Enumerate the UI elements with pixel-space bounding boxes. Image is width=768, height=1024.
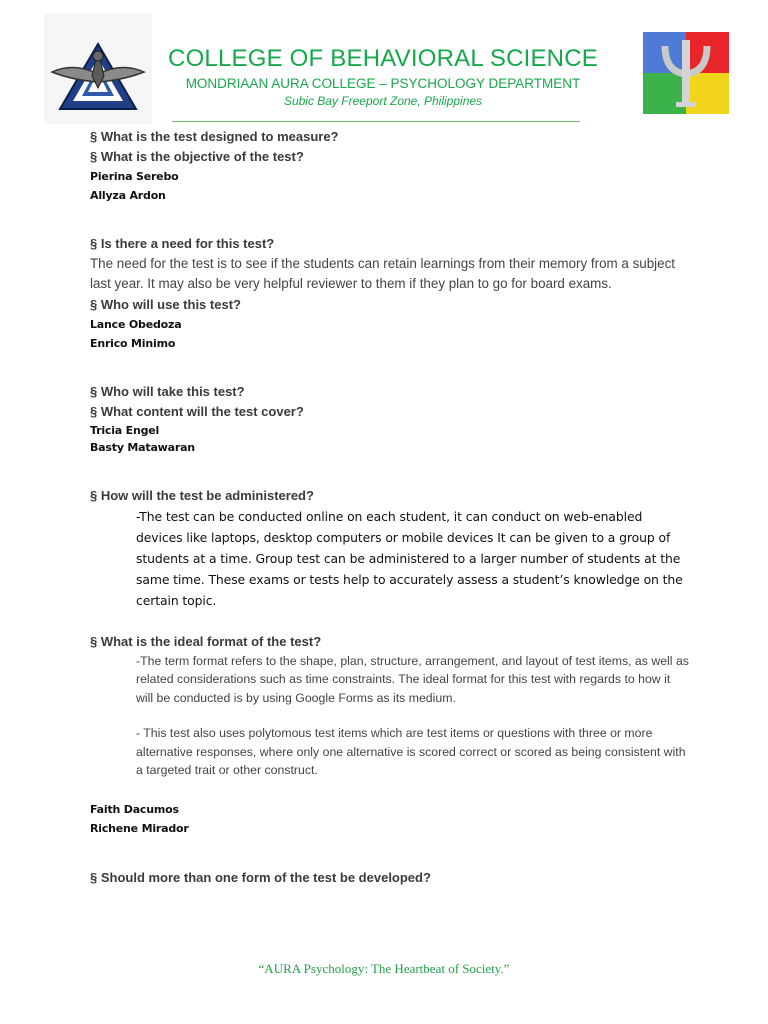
winged-triangle-emblem-icon — [44, 14, 152, 124]
department-line: MONDRIAAN AURA COLLEGE – PSYCHOLOGY DEPARTMENT — [185, 76, 581, 91]
member-name: Richene Mirador — [90, 821, 189, 835]
member-name: Pierina Serebo — [90, 170, 179, 183]
question-heading: § What content will the test cover? — [90, 403, 304, 419]
member-name: Lance Obedoza — [90, 317, 182, 331]
footer-motto: “AURA Psychology: The Heartbeat of Society.” — [258, 961, 510, 976]
member-name: Basty Matawaran — [90, 440, 195, 454]
member-name: Enrico Minimo — [90, 336, 176, 350]
document-body — [90, 126, 690, 888]
answer-paragraph: -The term format refers to the shape, plan, structure, arrangement, and layout of test items, as well as related considerations such as time constraints. The ideal format for this test with regards to how it will be conducted is by using Google Forms as its medium. — [136, 653, 689, 705]
question-heading: § What is the ideal format of the test? — [90, 633, 322, 649]
question-heading: § How will the test be administered? — [90, 487, 314, 503]
answer-paragraph: The need for the test is to see if the students can retain learnings from their memory from a subject last year. It may also be very helpful reviewer to them if they plan to go for board exams. — [90, 256, 676, 292]
answer-paragraph: -The test can be conducted online on each student, it can conduct on web-enabled devices like laptops, desktop computers or mobile devices It can be given to a group of students at a time. Group test can be administered to a larger number of students at the same time. These exams or tests help to accurately assess a student’s knowledge on the certain topic. — [136, 508, 683, 608]
question-heading: § What is the test designed to measure? — [90, 129, 339, 144]
letterhead — [150, 44, 616, 109]
question-heading: § Is there a need for this test? — [90, 236, 275, 251]
header-divider — [172, 121, 580, 122]
question-heading: § Who will take this test? — [90, 383, 245, 399]
location-line: Subic Bay Freeport Zone, Philippines — [283, 94, 483, 108]
question-heading: § Should more than one form of the test be developed? — [90, 869, 431, 885]
member-name: Allyza Ardon — [90, 189, 166, 202]
member-name: Faith Dacumos — [90, 802, 179, 816]
psi-mondrian-logo-icon — [643, 32, 729, 114]
question-heading: § What is the objective of the test? — [90, 149, 304, 164]
question-heading: § Who will use this test? — [90, 296, 241, 312]
member-name: Tricia Engel — [90, 423, 160, 437]
answer-paragraph: - This test also uses polytomous test items which are test items or questions with three or more alternative responses, where only one alternative is scored correct or scored as being consistent with a targeted trait or other construct. — [136, 726, 686, 778]
college-title: COLLEGE OF BEHAVIORAL SCIENCE — [168, 45, 598, 72]
